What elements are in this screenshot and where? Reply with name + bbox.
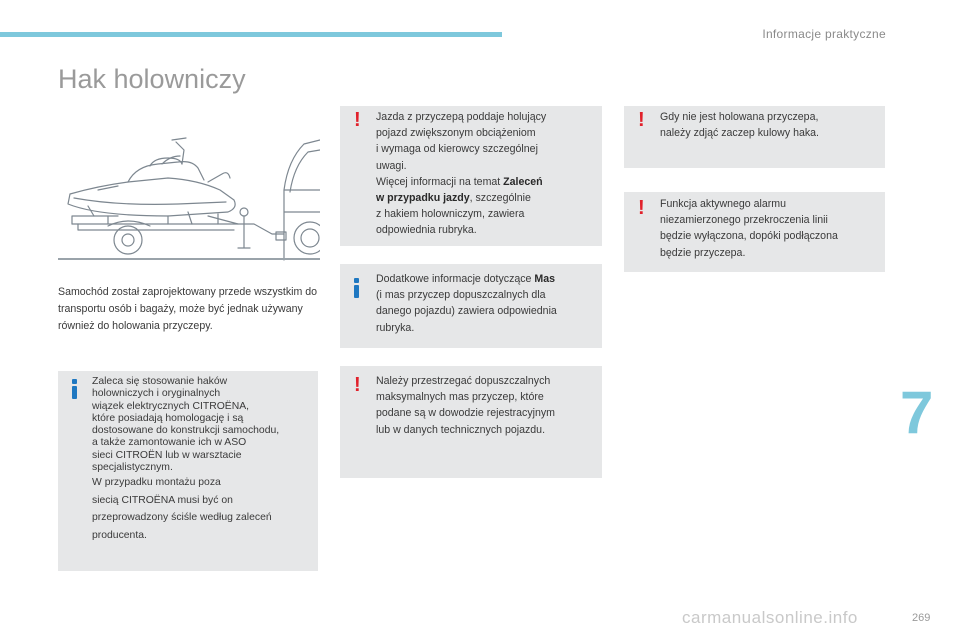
info-box-recommendation-text [92,376,308,544]
text-line: danego pojazdu) zawiera odpowiednia [376,305,557,318]
text-line: pojazd zwiększonym obciążeniom [376,127,536,140]
intro-paragraph: Samochód został zaprojektowany przede wszystkim do transportu osób i bagaży, może być jednak używany również do holowania przyczepy. [58,286,318,332]
text-line: rubryka. [376,321,415,334]
warning-icon: ! [638,197,645,219]
warning-box-max-masses [340,366,602,478]
text-span: Więcej informacji na temat [376,175,504,188]
text-line: należy zdjąć zaczep kulowy haka. [660,127,819,140]
header-accent-bar [0,32,502,37]
text-line: sieci CITROËN lub w warsztacie [92,449,242,461]
text-line: W przypadku montażu poza [92,477,221,489]
text-line: przeprowadzony ściśle według zaleceń [92,512,272,524]
text-line: podane są w dowodzie rejestracyjnym [376,407,556,420]
page-title: Hak holowniczy [58,64,246,94]
warning-box-lane-alarm-text [660,196,875,261]
text-line: Gdy nie jest holowana przyczepa, [660,111,819,123]
text-line [376,271,592,287]
info-box-masses [340,264,602,348]
info-icon [72,379,78,399]
text-line: z hakiem holowniczym, zawiera [376,208,525,221]
text-line: Zaleca się stosowanie haków [92,376,228,387]
warning-box-remove-ball [624,106,885,168]
text-line: i wymaga od kierowcy szczególnej [376,143,538,156]
text-line: Funkcja aktywnego alarmu [660,198,787,210]
warning-box-lane-alarm [624,192,885,272]
text-line: specjalistycznym. [92,462,173,474]
text-line: niezamierzonego przekroczenia linii [660,214,828,227]
jet-ski-trailer-car-illustration [58,120,320,262]
page-number: 269 [912,612,931,624]
chapter-number: 7 [900,379,934,446]
section-name: Informacje praktyczne [762,27,886,41]
bold-term: Mas [534,273,556,285]
text-line: (i mas przyczep dopuszczalnych dla [376,289,546,302]
text-line: maksymalnych mas przyczep, które [376,391,544,404]
text-line: będzie przyczepa. [660,246,746,259]
text-span: , szczególnie [469,192,531,205]
bold-term: w przypadku jazdy [376,192,470,205]
warning-icon: ! [354,109,361,131]
text-line [376,174,592,190]
text-line: a także zamontowanie ich w ASO [92,437,247,449]
warning-box-towing-load-text [376,109,592,239]
warning-box-remove-ball-text [660,109,875,141]
text-line: będzie wyłączona, dopóki podłączona [660,230,838,243]
warning-box-max-masses-text [376,373,592,438]
text-line: które posiadają homologację i są [92,412,244,424]
text-line: dostosowane do konstrukcji samochodu, [92,425,280,437]
bold-term: Zaleceń [503,175,543,188]
illustration-baseline [58,258,320,260]
info-box-masses-text [376,271,592,336]
warning-icon: ! [638,109,645,131]
text-line: odpowiednia rubryka. [376,224,477,237]
text-line: Jazda z przyczepą poddaje holujący [376,111,547,123]
text-span: Dodatkowe informacje dotyczące [376,273,535,285]
illustration-svg [58,120,320,262]
text-line [376,190,592,206]
text-line: Należy przestrzegać dopuszczalnych [376,375,551,387]
info-icon [354,278,360,298]
text-line: wiązek elektrycznych CITROËNA, [92,400,250,412]
text-line: lub w danych technicznych pojazdu. [376,423,546,436]
text-line: siecią CITROËNA musi być on [92,494,233,506]
watermark: carmanualsonline.info [682,608,858,627]
text-line: uwagi. [376,159,407,172]
info-box-recommendation [58,371,318,571]
text-line: producenta. [92,529,147,541]
warning-box-towing-load [340,106,602,246]
text-line: holowniczych i oryginalnych [92,388,221,400]
warning-icon: ! [354,374,361,396]
